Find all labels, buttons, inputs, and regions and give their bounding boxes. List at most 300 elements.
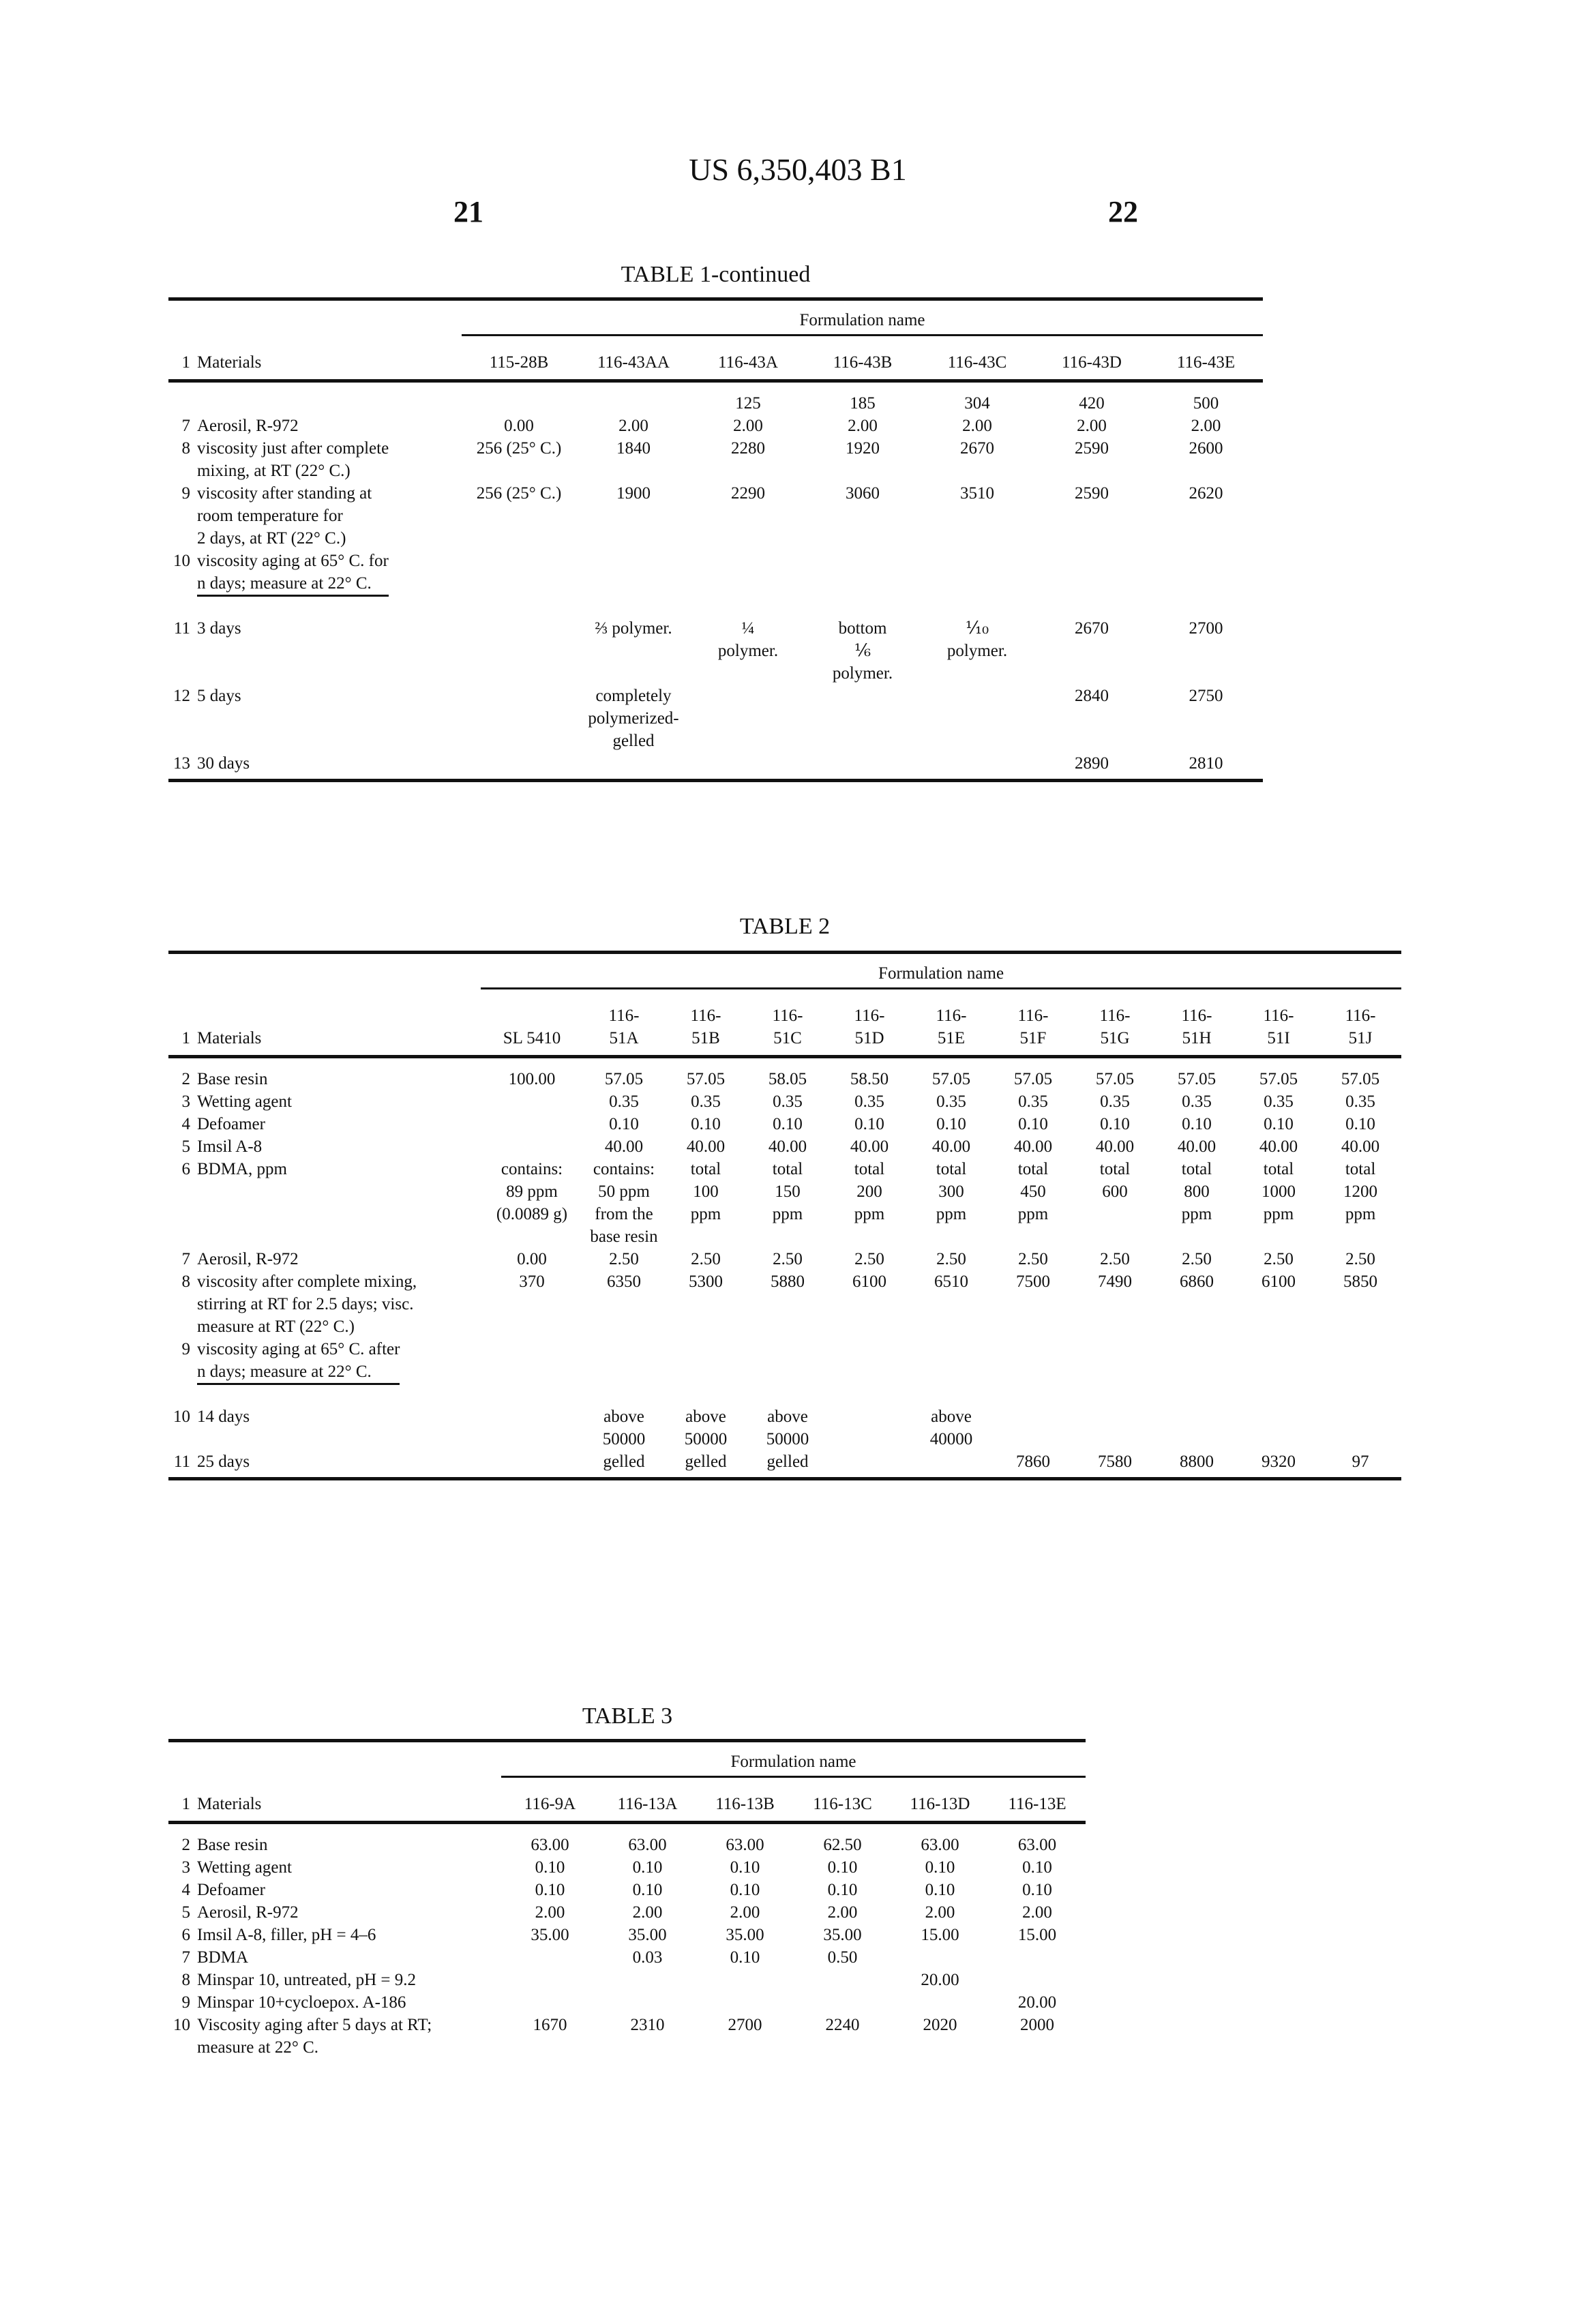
value-cell: 0.10 [696,1946,794,1969]
row-number: 1 [168,989,197,1057]
row-number: 7 [168,1946,197,1969]
value-cell: 7500 [992,1270,1074,1338]
row-number: 2 [168,1057,197,1091]
material-label: 25 days [197,1452,250,1471]
value-cell: 0.10 [910,1113,992,1135]
value-cell: 8800 [1156,1450,1238,1479]
material-label: viscosity aging at 65° C. after n days; measure at 22° C. [197,1338,400,1385]
table-row [168,1901,1086,1924]
value-cell: 63.00 [989,1823,1086,1857]
row-number: 1 [168,1777,197,1823]
formulation-column-header: 116- 51J [1319,989,1401,1057]
value-cell: 97 [1319,1450,1401,1479]
value-cell: above 50000 [665,1405,747,1450]
value-cell: 2670 [1034,617,1149,685]
row-number: 7 [168,1248,197,1270]
value-cell [481,1090,583,1113]
value-cell: 420 [1034,381,1149,415]
row-number: 4 [168,1113,197,1135]
value-cell: 2.50 [1319,1248,1401,1270]
value-cell: 2.00 [989,1901,1086,1924]
value-cell: 40.00 [1156,1135,1238,1158]
value-cell [920,685,1034,752]
value-cell: above 50000 [583,1405,665,1450]
material-cell [197,1969,501,1991]
group-header-row [168,953,1401,989]
material-cell [197,1158,481,1248]
formulation-column-header: 116-43C [920,336,1034,381]
table-title: TABLE 1-continued [168,262,1263,288]
value-cell: 35.00 [599,1924,696,1946]
value-cell: 2700 [1149,617,1263,685]
value-cell: 57.05 [1156,1057,1238,1091]
value-cell [696,1991,794,2014]
value-cell: 63.00 [599,1823,696,1857]
value-cell: 2.50 [1238,1248,1319,1270]
value-cell: 2.50 [665,1248,747,1270]
material-cell [197,1823,501,1857]
value-cell: 256 (25° C.) [462,437,576,482]
material-cell [197,685,462,752]
value-cell: 1840 [576,437,691,482]
material-label: Wetting agent [197,1092,292,1111]
value-cell: 58.50 [829,1057,910,1091]
value-cell: 7860 [992,1450,1074,1479]
value-cell: 6100 [829,1270,910,1338]
row-number: 13 [168,752,197,781]
table-row [168,437,1263,482]
value-cell: 256 (25° C.) [462,482,576,550]
row-number: 7 [168,415,197,437]
value-cell: 2.00 [1034,415,1149,437]
row-number: 8 [168,1270,197,1338]
row-number: 11 [168,1450,197,1479]
table-row [168,1856,1086,1879]
material-label: Viscosity aging after 5 days at RT; measure at 22° C. [197,2016,432,2057]
value-cell [891,1991,989,2014]
value-cell: 2750 [1149,685,1263,752]
row-number: 10 [168,550,197,617]
value-cell: 63.00 [696,1823,794,1857]
value-cell: 0.10 [1156,1113,1238,1135]
value-cell: ⅒ polymer. [920,617,1034,685]
value-cell: 125 [691,381,805,415]
material-label: Defoamer [197,1115,265,1133]
value-cell: 2590 [1034,437,1149,482]
table-row [168,381,1263,415]
value-cell: total 600 [1074,1158,1156,1248]
value-cell: 57.05 [665,1057,747,1091]
value-cell [481,1338,583,1405]
value-cell: above 50000 [747,1405,829,1450]
value-cell [583,1338,665,1405]
value-cell [576,752,691,781]
value-cell: 2.00 [920,415,1034,437]
value-cell: total 150 ppm [747,1158,829,1248]
value-cell: 0.35 [1238,1090,1319,1113]
material-label: Defoamer [197,1881,265,1899]
value-cell: 2890 [1034,752,1149,781]
formulation-column-header: 116- 51D [829,989,910,1057]
material-cell [197,482,462,550]
value-cell: 0.10 [501,1856,599,1879]
materials-header: Materials [197,1777,501,1823]
value-cell: completely polymerized- gelled [576,685,691,752]
formulation-column-header: 115-28B [462,336,576,381]
value-cell: total 100 ppm [665,1158,747,1248]
material-label: Aerosil, R-972 [197,417,299,435]
value-cell: 2000 [989,2014,1086,2063]
value-cell: 1900 [576,482,691,550]
value-cell: 6350 [583,1270,665,1338]
row-number: 10 [168,2014,197,2063]
materials-header: Materials [197,336,462,381]
value-cell: total 1200 ppm [1319,1158,1401,1248]
table-2 [168,951,1401,1480]
value-cell: 0.35 [583,1090,665,1113]
value-cell [462,685,576,752]
material-cell [197,1946,501,1969]
formulation-name-header: Formulation name [501,1741,1086,1777]
formulation-name-header: Formulation name [481,953,1401,989]
value-cell: 57.05 [583,1057,665,1091]
material-cell [197,1135,481,1158]
formulation-column-header: 116- 51H [1156,989,1238,1057]
value-cell: 35.00 [696,1924,794,1946]
value-cell: 500 [1149,381,1263,415]
formulation-column-header: 116-13B [696,1777,794,1823]
value-cell: 40.00 [1238,1135,1319,1158]
value-cell: 0.10 [989,1856,1086,1879]
value-cell [501,1991,599,2014]
formulation-column-header: 116-13E [989,1777,1086,1823]
value-cell [481,1405,583,1450]
table-row [168,617,1263,685]
value-cell: 57.05 [1238,1057,1319,1091]
value-cell: 1670 [501,2014,599,2063]
value-cell [829,1450,910,1479]
value-cell: 40.00 [1319,1135,1401,1158]
value-cell [1034,550,1149,617]
value-cell [910,1338,992,1405]
value-cell: 57.05 [992,1057,1074,1091]
value-cell: 0.10 [696,1879,794,1901]
formulation-column-header: SL 5410 [481,989,583,1057]
value-cell: 3510 [920,482,1034,550]
value-cell: contains: 89 ppm (0.0089 g) [481,1158,583,1248]
value-cell: 63.00 [891,1823,989,1857]
value-cell: 0.35 [665,1090,747,1113]
value-cell: 2.00 [576,415,691,437]
value-cell [691,685,805,752]
value-cell [481,1135,583,1158]
value-cell: 0.50 [794,1946,891,1969]
value-cell: 0.10 [794,1856,891,1879]
value-cell: 58.05 [747,1057,829,1091]
value-cell: 5300 [665,1270,747,1338]
material-label: Base resin [197,1836,267,1854]
value-cell: 5880 [747,1270,829,1338]
value-cell [665,1338,747,1405]
row-number: 11 [168,617,197,685]
value-cell: 2.50 [1074,1248,1156,1270]
material-label: viscosity after complete mixing, stirring at RT for 2.5 days; visc. measure at RT (22° C.) [197,1272,417,1336]
table-row [168,1248,1401,1270]
value-cell: 0.03 [599,1946,696,1969]
value-cell [599,1991,696,2014]
value-cell [576,381,691,415]
value-cell: 0.10 [501,1879,599,1901]
table-row [168,1270,1401,1338]
value-cell: 2.00 [891,1901,989,1924]
row-number: 6 [168,1158,197,1248]
material-label: 14 days [197,1407,250,1426]
value-cell: 2.50 [1156,1248,1238,1270]
value-cell: total 1000 ppm [1238,1158,1319,1248]
material-label: BDMA [197,1948,248,1967]
table-row [168,1405,1401,1450]
value-cell: 2.50 [992,1248,1074,1270]
table-row [168,1924,1086,1946]
value-cell [462,550,576,617]
value-cell: 40.00 [1074,1135,1156,1158]
value-cell: 2.50 [829,1248,910,1270]
value-cell: 2280 [691,437,805,482]
row-number: 9 [168,482,197,550]
value-cell: total 450 ppm [992,1158,1074,1248]
value-cell: 0.10 [665,1113,747,1135]
value-cell [1149,550,1263,617]
value-cell: 40.00 [747,1135,829,1158]
material-cell [197,1338,481,1405]
value-cell: 0.10 [696,1856,794,1879]
table-row [168,415,1263,437]
material-label: 5 days [197,687,241,705]
formulation-column-header: 116-43D [1034,336,1149,381]
material-cell [197,1924,501,1946]
table-row [168,1969,1086,1991]
material-cell [197,1405,481,1450]
value-cell [691,550,805,617]
value-cell: 0.00 [462,415,576,437]
formulation-column-header: 116-13A [599,1777,696,1823]
material-label: viscosity just after complete mixing, at RT (22° C.) [197,439,389,480]
value-cell [829,1338,910,1405]
formulation-column-header: 116- 51I [1238,989,1319,1057]
value-cell: 0.00 [481,1248,583,1270]
value-cell: 2290 [691,482,805,550]
group-header-row [168,1741,1086,1777]
value-cell: 2670 [920,437,1034,482]
value-cell [696,1969,794,1991]
value-cell: 2.50 [747,1248,829,1270]
value-cell: 9320 [1238,1450,1319,1479]
value-cell [1319,1338,1401,1405]
value-cell: 0.35 [1074,1090,1156,1113]
table-row [168,1450,1401,1479]
value-cell: 0.10 [1238,1113,1319,1135]
patent-number: US 6,350,403 B1 [0,151,1582,188]
value-cell [1074,1338,1156,1405]
formulation-column-header: 116-13C [794,1777,891,1823]
value-cell: 15.00 [989,1924,1086,1946]
value-cell: 20.00 [989,1991,1086,2014]
row-number: 2 [168,1823,197,1857]
material-label: Imsil A-8 [197,1137,262,1156]
value-cell: 6100 [1238,1270,1319,1338]
table-1 [168,297,1263,782]
value-cell: 63.00 [501,1823,599,1857]
value-cell: 2.00 [691,415,805,437]
material-cell [197,415,462,437]
value-cell: 2.50 [583,1248,665,1270]
value-cell: 0.35 [747,1090,829,1113]
formulation-column-header: 116-43A [691,336,805,381]
value-cell [462,381,576,415]
value-cell: 0.10 [891,1856,989,1879]
material-cell [197,1901,501,1924]
value-cell: 20.00 [891,1969,989,1991]
value-cell: total 800 ppm [1156,1158,1238,1248]
material-cell [197,1090,481,1113]
table-row [168,1991,1086,2014]
formulation-column-header: 116- 51E [910,989,992,1057]
value-cell: 0.35 [829,1090,910,1113]
table-row [168,1057,1401,1091]
value-cell: 35.00 [501,1924,599,1946]
value-cell [920,550,1034,617]
row-number: 3 [168,1856,197,1879]
value-cell: gelled [583,1450,665,1479]
material-cell [197,550,462,617]
value-cell: ⅔ polymer. [576,617,691,685]
value-cell: 15.00 [891,1924,989,1946]
value-cell: above 40000 [910,1405,992,1450]
value-cell [481,1450,583,1479]
value-cell [794,1991,891,2014]
formulation-column-header: 116-13D [891,1777,989,1823]
value-cell [920,752,1034,781]
column-header-row [168,336,1263,381]
formulation-column-header: 116- 51C [747,989,829,1057]
table-row [168,1879,1086,1901]
value-cell [829,1405,910,1450]
value-cell: 0.10 [989,1879,1086,1901]
row-number: 4 [168,1879,197,1901]
value-cell: gelled [665,1450,747,1479]
value-cell: 0.10 [599,1856,696,1879]
value-cell: 6510 [910,1270,992,1338]
table-title: TABLE 2 [168,914,1401,940]
value-cell [599,1969,696,1991]
value-cell: 0.35 [1319,1090,1401,1113]
material-label: Aerosil, R-972 [197,1903,299,1922]
material-label: Minspar 10, untreated, pH = 9.2 [197,1971,416,1989]
value-cell: 0.10 [992,1113,1074,1135]
row-number: 9 [168,1991,197,2014]
table-row [168,550,1263,617]
material-cell [197,1879,501,1901]
formulation-column-header: 116- 51B [665,989,747,1057]
value-cell: 7580 [1074,1450,1156,1479]
value-cell: 2810 [1149,752,1263,781]
materials-header: Materials [197,989,481,1057]
formulation-column-header: 116- 51G [1074,989,1156,1057]
table-row [168,482,1263,550]
value-cell: 370 [481,1270,583,1338]
spacer [168,299,462,336]
material-label: 3 days [197,619,241,638]
value-cell [1074,1405,1156,1450]
material-cell [197,1057,481,1091]
material-label: Wetting agent [197,1858,292,1877]
value-cell: 5850 [1319,1270,1401,1338]
value-cell [462,617,576,685]
table-row [168,1823,1086,1857]
table-row [168,1338,1401,1405]
value-cell [1156,1338,1238,1405]
material-label: 30 days [197,754,250,773]
table-title: TABLE 3 [409,1703,846,1729]
value-cell [992,1405,1074,1450]
value-cell: 40.00 [992,1135,1074,1158]
table-row [168,1158,1401,1248]
value-cell [989,1946,1086,1969]
value-cell: 0.35 [910,1090,992,1113]
row-number: 8 [168,437,197,482]
group-header-row [168,299,1263,336]
table-row [168,1946,1086,1969]
value-cell [805,752,920,781]
material-label: BDMA, ppm [197,1160,287,1178]
value-cell: 40.00 [665,1135,747,1158]
value-cell: 0.10 [583,1113,665,1135]
value-cell: 2020 [891,2014,989,2063]
value-cell: 7490 [1074,1270,1156,1338]
spacer [168,1741,501,1777]
row-number: 8 [168,1969,197,1991]
material-cell [197,1270,481,1338]
value-cell [691,752,805,781]
column-number-right: 22 [1108,194,1138,229]
value-cell: 2.50 [910,1248,992,1270]
value-cell [992,1338,1074,1405]
value-cell: 57.05 [1319,1057,1401,1091]
value-cell: 0.10 [1319,1113,1401,1135]
value-cell: 2590 [1034,482,1149,550]
row-number: 5 [168,1901,197,1924]
material-label: Base resin [197,1070,267,1088]
value-cell: 62.50 [794,1823,891,1857]
value-cell: 57.05 [910,1057,992,1091]
value-cell [462,752,576,781]
column-number-left: 21 [453,194,483,229]
material-cell [197,1856,501,1879]
material-cell [197,437,462,482]
spacer [168,953,481,989]
material-cell [197,617,462,685]
value-cell: 40.00 [829,1135,910,1158]
value-cell: total 200 ppm [829,1158,910,1248]
formulation-column-header: 116- 51F [992,989,1074,1057]
table-3 [168,1739,1086,2063]
value-cell: 35.00 [794,1924,891,1946]
value-cell: 100.00 [481,1057,583,1091]
value-cell: gelled [747,1450,829,1479]
value-cell: 2.00 [1149,415,1263,437]
value-cell: 2620 [1149,482,1263,550]
value-cell: 40.00 [910,1135,992,1158]
